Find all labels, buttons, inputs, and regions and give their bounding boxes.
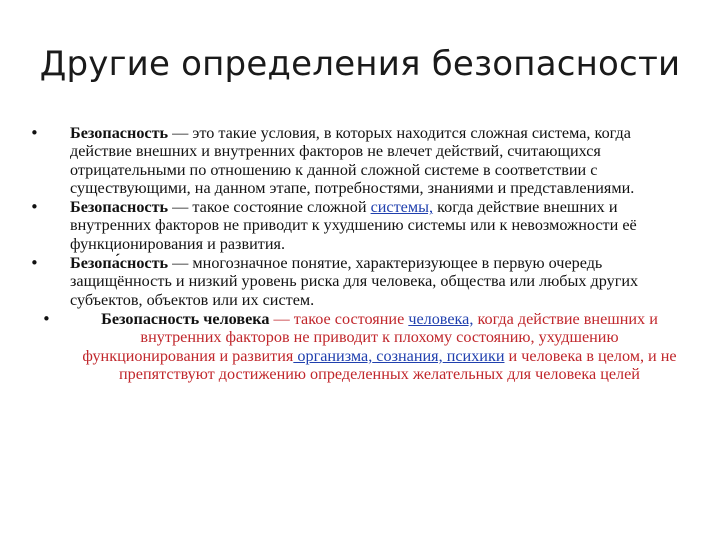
- definition-text: — многозначное понятие, характеризующее в первую очередь защищённость и низкий уровень риска для человека, общества или любых других субъектов, объектов или их систем.: [70, 254, 639, 309]
- definition-text: — такое состояние: [269, 309, 409, 328]
- link-human[interactable]: человека,: [408, 309, 474, 328]
- definition-text: и человека в целом, и не препятствуют достижению определенных желательных для человека целей: [119, 346, 677, 383]
- definition-term: Безопасность: [70, 198, 169, 217]
- bullet-marker: •: [30, 124, 39, 142]
- definition-list: [30, 124, 685, 384]
- definition-text: — это такие условия, в которых находится сложная система, когда действие внешних и внутренних факторов не влечет действий, считающихся отрицательными по отношению к данной сложной системе в соответствии с существующими, на данном этапе, потребностями, знаниями и представлениями.: [70, 124, 635, 197]
- definition-term: Безопасность: [70, 124, 169, 142]
- link-system[interactable]: системы,: [370, 198, 434, 217]
- definition-term: Безопасность человека: [101, 309, 270, 328]
- definition-text: когда действие внешних и внутренних факторов не приводит к ухудшению системы или к невозможности её функционирования и развития.: [70, 198, 637, 253]
- bullet-marker: •: [30, 198, 39, 217]
- slide-title: Другие определения безопасности: [39, 44, 681, 84]
- definition-term: Безопа́сность: [70, 254, 169, 273]
- link-organism[interactable]: организма,: [293, 346, 373, 365]
- definition-text: когда действие внешних и внутренних факторов не приводит к плохому состоянию, ухудшению функционирования и развития: [82, 309, 658, 365]
- link-consciousness[interactable]: сознания,: [372, 346, 443, 365]
- definition-text: — такое состояние сложной: [168, 198, 371, 217]
- bullet-marker: •: [30, 254, 39, 273]
- link-psyche[interactable]: психики: [442, 346, 505, 365]
- definition-item-4: [30, 310, 685, 383]
- definition-item-3: [30, 254, 685, 309]
- definition-item-1: [30, 124, 685, 197]
- bullet-marker: •: [42, 309, 51, 328]
- definition-item-2: [30, 198, 685, 253]
